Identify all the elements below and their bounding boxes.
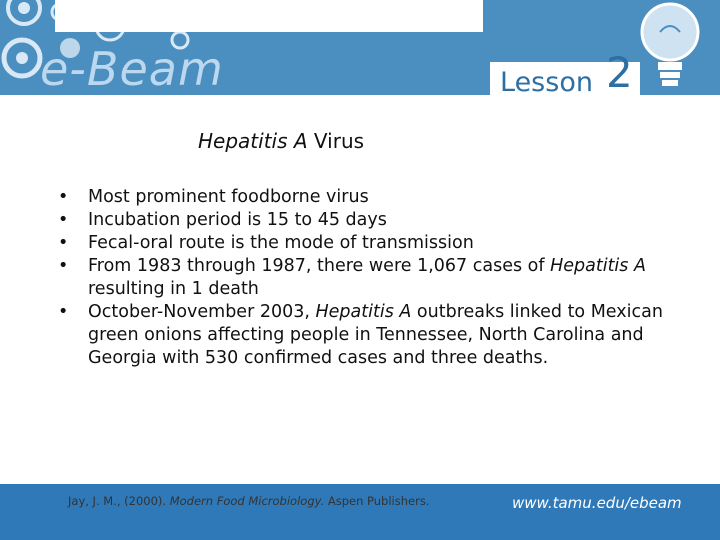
footer-url: www.tamu.edu/ebeam	[512, 494, 682, 512]
bullet-italic: Hepatitis A	[315, 302, 412, 322]
bullet-text: October-November 2003,	[88, 302, 316, 322]
bullet-text: From 1983 through 1987, there were 1,067 cases of	[88, 256, 551, 276]
bullet-item: • Incubation period is 15 to 45 days	[58, 209, 678, 232]
bullet-item: • Fecal-oral route is the mode of transmission	[58, 232, 678, 255]
lightbulb-icon	[630, 0, 720, 95]
bullet-italic: Hepatitis A	[550, 256, 646, 276]
brand-logo: e-Beam	[40, 42, 224, 95]
bullet-text: outbreaks linked to Mexican green onions affecting people in Tennessee, North Carolina and Georgia with 530 confirmed cases and three deaths.	[88, 302, 663, 368]
citation-text: Jay, J. M., (2000).	[68, 494, 170, 508]
citation-box	[55, 0, 483, 32]
footer-band	[0, 484, 720, 540]
bullet-list	[58, 186, 678, 370]
lesson-number: 2	[606, 48, 633, 97]
title-rest: Virus	[307, 129, 365, 153]
citation-text: Aspen Publishers.	[324, 494, 430, 508]
bullet-text: resulting in 1 death	[88, 279, 259, 299]
bullet-item	[58, 255, 678, 301]
bullet-item: • Most prominent foodborne virus	[58, 186, 678, 209]
lesson-label: Lesson	[500, 67, 593, 98]
title-italic: Hepatitis A	[198, 129, 308, 153]
slide-title	[198, 128, 364, 154]
citation	[68, 494, 429, 508]
citation-italic: Modern Food Microbiology.	[169, 494, 325, 508]
bullet-item	[58, 301, 678, 370]
